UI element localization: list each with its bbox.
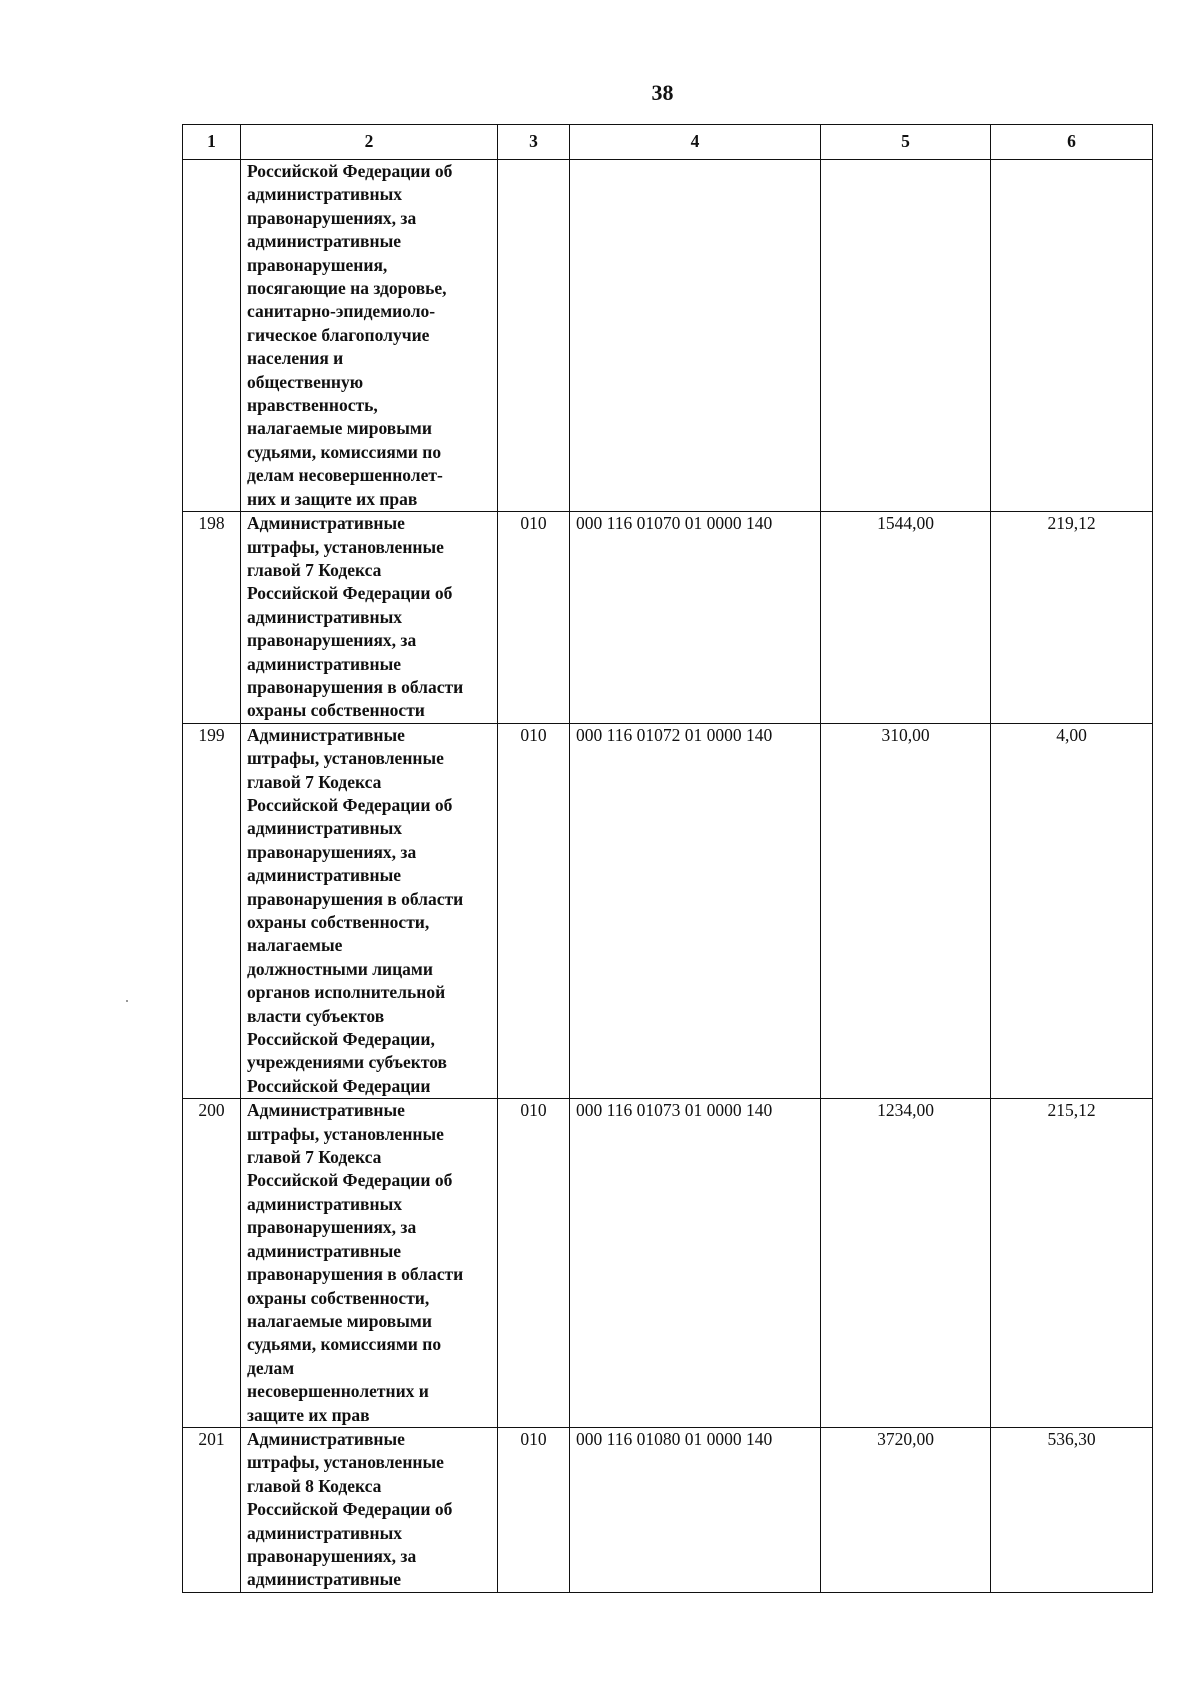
row-number-cell: 199	[183, 723, 241, 1099]
row-number-cell: 201	[183, 1427, 241, 1592]
row-number-cell	[183, 160, 241, 512]
budget-classification-code-cell	[570, 160, 821, 512]
revenue-name-cell: Административные штрафы, установленные главой 7 Кодекса Российской Федерации об административных правонарушениях, за административные правонарушения в области охраны собственности, налагаемые мировыми судьями, комиссиями по делам несовершеннолетних и защите их прав	[241, 1099, 498, 1428]
budget-classification-code-cell: 000 116 01073 01 0000 140	[570, 1099, 821, 1428]
actual-amount-cell	[991, 160, 1153, 512]
actual-amount-cell: 219,12	[991, 512, 1153, 724]
column-header: 5	[821, 125, 991, 160]
row-number-cell: 200	[183, 1099, 241, 1428]
table-row	[183, 1427, 1153, 1592]
budget-classification-code-cell: 000 116 01072 01 0000 140	[570, 723, 821, 1099]
table-row	[183, 512, 1153, 724]
budget-table	[182, 124, 1153, 1593]
column-header: 6	[991, 125, 1153, 160]
revenue-name-cell: Административные штрафы, установленные главой 8 Кодекса Российской Федерации об административных правонарушениях, за административные	[241, 1427, 498, 1592]
budget-classification-code-cell: 000 116 01070 01 0000 140	[570, 512, 821, 724]
actual-amount-cell: 215,12	[991, 1099, 1153, 1428]
table-row	[183, 1099, 1153, 1428]
revenue-name-cell: Российской Федерации об административных правонарушениях, за административные правонарушения, посягающие на здоровье, санитарно-эпидемиоло- гическое благополучие населения и общественную нравственность, налагаемые мировыми судьями, комиссиями по делам несовершеннолет- них и защите их прав	[241, 160, 498, 512]
table-row	[183, 160, 1153, 512]
column-header: 2	[241, 125, 498, 160]
admin-code-cell: 010	[498, 1427, 570, 1592]
column-header: 4	[570, 125, 821, 160]
actual-amount-cell: 4,00	[991, 723, 1153, 1099]
page-number: 38	[651, 80, 674, 105]
actual-amount-cell: 536,30	[991, 1427, 1153, 1592]
planned-amount-cell: 1234,00	[821, 1099, 991, 1428]
admin-code-cell	[498, 160, 570, 512]
budget-classification-code-cell: 000 116 01080 01 0000 140	[570, 1427, 821, 1592]
revenue-name-cell: Административные штрафы, установленные главой 7 Кодекса Российской Федерации об административных правонарушениях, за административные правонарушения в области охраны собственности, налагаемые должностными лицами органов исполнительной власти субъектов Российской Федерации, учреждениями субъектов Российской Федерации	[241, 723, 498, 1099]
revenue-name-cell: Административные штрафы, установленные главой 7 Кодекса Российской Федерации об административных правонарушениях, за административные правонарушения в области охраны собственности	[241, 512, 498, 724]
table-row	[183, 723, 1153, 1099]
admin-code-cell: 010	[498, 723, 570, 1099]
planned-amount-cell: 1544,00	[821, 512, 991, 724]
admin-code-cell: 010	[498, 1099, 570, 1428]
planned-amount-cell: 3720,00	[821, 1427, 991, 1592]
row-number-cell: 198	[183, 512, 241, 724]
admin-code-cell: 010	[498, 512, 570, 724]
column-header: 3	[498, 125, 570, 160]
table-header-row	[183, 125, 1153, 160]
planned-amount-cell: 310,00	[821, 723, 991, 1099]
column-header: 1	[183, 125, 241, 160]
scan-speck	[126, 1000, 128, 1002]
planned-amount-cell	[821, 160, 991, 512]
